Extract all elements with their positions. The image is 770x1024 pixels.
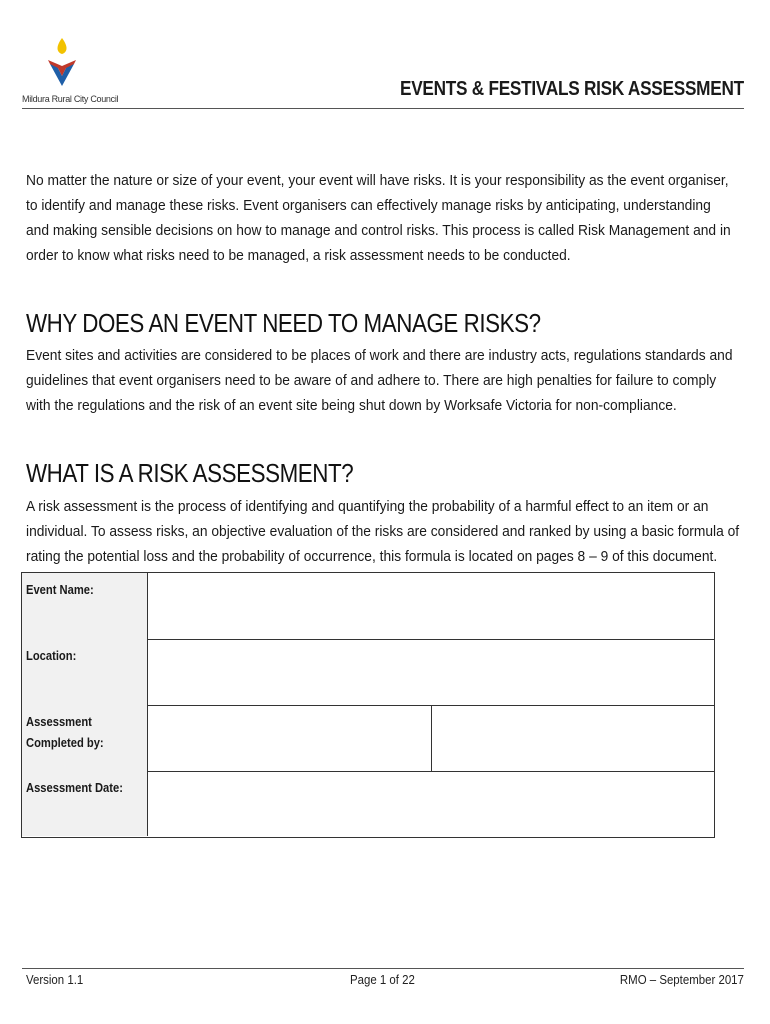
header-divider — [22, 108, 744, 109]
event-details-form — [21, 572, 715, 838]
form-row-location — [22, 639, 714, 706]
footer-version: Version 1.1 — [26, 972, 84, 987]
council-logo — [22, 36, 119, 108]
footer-divider — [22, 968, 744, 969]
intro-paragraph: No matter the nature or size of your event, your event will have risks. It is your responsibility as the event organiser, to identify and manage these risks. Event organisers can effectively manage risks by anticipating, understanding and making sensible decisions on how to manage and control risks. This process is called Risk Management and in order to know what risks need to be managed, a risk assessment needs to be conducted. — [26, 172, 731, 264]
event-name-field[interactable] — [148, 573, 714, 639]
section-heading-why: WHY DOES AN EVENT NEED TO MANAGE RISKS? — [26, 308, 541, 338]
form-row-assessment-date — [22, 771, 714, 836]
form-row-event-name — [22, 573, 714, 640]
section-body-why: Event sites and activities are considered to be places of work and there are industry acts, regulations standards and guidelines that event organisers need to be aware of and adhere to. There are high penalties for failure to comply with the regulations and the risk of an event site being shut down by Worksafe Victoria for non-compliance. — [26, 347, 733, 414]
assessment-completed-label: Assessment Completed by: — [22, 705, 148, 771]
assessment-completed-name-field[interactable] — [148, 705, 431, 771]
assessment-date-field[interactable] — [148, 771, 714, 836]
event-name-label: Event Name: — [22, 573, 148, 639]
assessment-completed-signature-field[interactable] — [431, 705, 714, 771]
assessment-date-label: Assessment Date: — [22, 771, 148, 836]
council-emblem-icon — [46, 36, 82, 90]
document-title: EVENTS & FESTIVALS RISK ASSESSMENT — [400, 78, 744, 100]
section-body-what: A risk assessment is the process of identifying and quantifying the probability of a harmful effect to an item or an individual. To assess risks, an objective evaluation of the risks are considered and ranked by using a basic formula of rating the potential loss and the probability of occurrence, this formula is located on pages 8 – 9 of this document. — [26, 498, 740, 565]
council-name: Mildura Rural City Council — [22, 94, 119, 104]
location-field[interactable] — [148, 639, 714, 705]
footer-page-number: Page 1 of 22 — [350, 972, 415, 987]
section-heading-what: WHAT IS A RISK ASSESSMENT? — [26, 458, 354, 488]
footer-revision: RMO – September 2017 — [620, 972, 744, 987]
form-row-assessment-completed — [22, 705, 714, 772]
location-label: Location: — [22, 639, 148, 705]
